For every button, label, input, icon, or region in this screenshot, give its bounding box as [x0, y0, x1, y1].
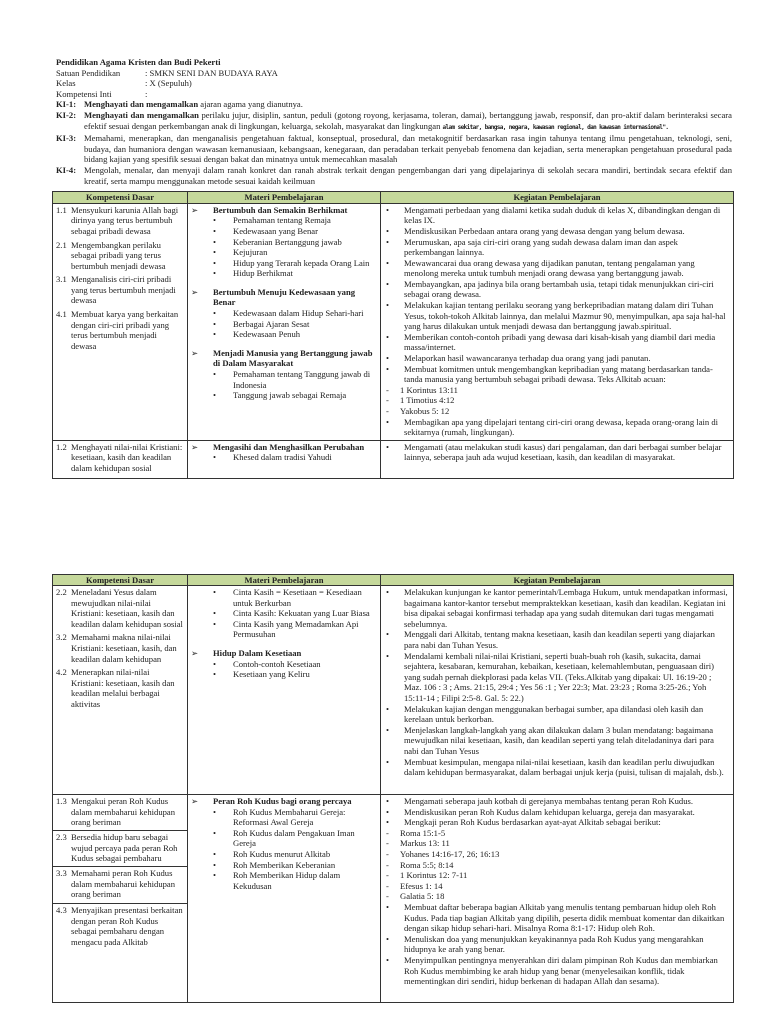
kegiatan-text: Membuat kesimpulan, mengapa nilai-nilai kesetiaan, kasih dan keadilan perlu diwujudkan dalam kehidupan bermasyarakat, dalam berbagai unjuk kerja (puisi, tulisan di majalah, dsb.). — [404, 756, 724, 778]
materi-item — [191, 587, 377, 608]
materi-item-text: Roh Kudus Membaharui Gereja: Reformasi Awal Gereja — [233, 806, 346, 828]
kegiatan-item — [384, 725, 730, 757]
kegiatan-text: Galatia 5: 18 — [400, 891, 445, 902]
materi-title-text: Mengasihi dan Menghasilkan Perubahan — [213, 441, 365, 452]
materi-item-text: Roh Kudus menurut Alkitab — [233, 849, 331, 860]
arrow-bullet-icon: ➢ — [191, 204, 199, 215]
kd-number: 3.3 — [56, 868, 67, 879]
kegiatan-item — [384, 881, 730, 892]
materi-group — [191, 796, 377, 891]
materi-group — [191, 587, 377, 640]
materi-item — [191, 669, 377, 680]
materi-item — [191, 247, 377, 258]
kd-cell — [53, 795, 188, 1003]
meta-label: Kompetensi Inti — [56, 88, 112, 99]
materi-item — [191, 215, 377, 226]
kegiatan-item — [384, 237, 730, 258]
kegiatan-text: Roma 15:1-5 — [400, 827, 446, 838]
kegiatan-item — [384, 934, 730, 955]
table-row — [53, 440, 734, 478]
materi-item — [191, 329, 377, 340]
kd-item — [56, 632, 184, 664]
kd-item — [56, 240, 184, 272]
kegiatan-item — [384, 332, 730, 353]
ki-bold-text: Menghayati dan mengamalkan — [84, 99, 199, 110]
bullet-icon: • — [386, 278, 390, 289]
bullet-icon: • — [213, 849, 217, 860]
ki-body-text: ajaran agama yang dianutnya. — [198, 99, 303, 110]
kd-item — [56, 587, 184, 629]
arrow-bullet-icon: ➢ — [191, 441, 199, 452]
materi-group — [191, 205, 377, 279]
kegiatan-text: Mengamati perbedaan yang dialami ketika sudah duduk di kelas X, dibandingkan dengan di kelas IX. — [404, 204, 721, 226]
ki-text — [84, 133, 732, 165]
meta-value: : SMKN SENI DAN BUDAYA RAYA — [145, 67, 278, 78]
materi-title-text: Bertumbuh dan Semakin Berhikmat — [213, 204, 348, 215]
materi-item-text: Tanggung jawab sebagai Remaja — [233, 390, 347, 401]
kd-item — [56, 309, 184, 351]
materi-item-text: Kedewasaan yang Benar — [233, 225, 318, 236]
column-header: Kompetensi Dasar — [53, 574, 188, 586]
kd-text: Mensyukuri karunia Allah bagi dirinya yang terus bertumbuh sebagai pribadi dewasa — [71, 204, 179, 236]
kd-text: Meneladani Yesus dalam mewujudkan nilai-nilai Kristiani: kesetiaan, kasih dan keadilan dalam kehidupan sosial — [71, 587, 183, 629]
kd-item — [53, 795, 187, 831]
syllabus-table-1 — [52, 191, 734, 478]
bullet-icon: • — [213, 390, 217, 401]
arrow-bullet-icon: ➢ — [191, 648, 199, 659]
table-row — [53, 586, 734, 795]
bullet-icon: • — [386, 331, 390, 342]
materi-item-text: Cinta Kasih = Kesetiaan = Kesediaan untuk Berkurban — [233, 587, 362, 608]
materi-title-text: Peran Roh Kudus bagi orang percaya — [213, 796, 352, 807]
ki-body-text: Mengolah, menalar, dan menyaji dalam ranah konkret dan ranah abstrak terkait dengan pengembangan dari yang dipelajarinya di sekolah secara mandiri, bertindak secara efektif dan kreatif, serta mampu menggunakan metode sesuai kaidah keilmuan — [84, 164, 732, 186]
materi-item — [191, 268, 377, 279]
kegiatan-text: Menjelaskan langkah-langkah yang akan dilakukan dalam 3 bulan mendatang: bagaimana mewujudkan nilai kesetiaan, kasih, dan keadilan seperti yang telah diteladaninya dari para nabi dan Tuhan Yesus — [404, 724, 714, 756]
kd-number: 4.2 — [56, 667, 67, 678]
bullet-icon: • — [213, 618, 217, 629]
kegiatan-text: 1 Korintus 13:11 — [400, 384, 458, 395]
meta-label: Satuan Pendidikan — [56, 67, 121, 78]
materi-group-title — [191, 648, 377, 659]
bullet-icon: • — [386, 300, 390, 311]
document-header — [52, 57, 732, 186]
materi-item — [191, 258, 377, 269]
kegiatan-text: Roma 5:5; 8:14 — [400, 859, 454, 870]
arrow-bullet-icon: ➢ — [191, 796, 199, 807]
materi-group — [191, 442, 377, 463]
kegiatan-item — [384, 817, 730, 828]
kd-text: Bersedia hidup baru sebagai wujud percaya pada peran Roh Kudus sebagai pembaharu — [71, 832, 178, 864]
kegiatan-text: Mendiskusikan Perbedaan antara orang yang dewasa dengan yang belum dewasa. — [404, 225, 685, 236]
materi-item — [191, 619, 377, 640]
bullet-icon: • — [386, 236, 390, 247]
kegiatan-text: Mengkaji peran Roh Kudus berdasarkan ayat-ayat Alkitab sebagai berikut: — [404, 817, 661, 828]
bullet-icon: • — [213, 452, 217, 463]
ki-text — [84, 99, 732, 110]
materi-item-text: Roh Kudus dalam Pengakuan Iman Gereja — [233, 827, 355, 849]
materi-item-text: Cinta Kasih yang Memadamkan Api Permusuhan — [233, 618, 359, 640]
kegiatan-text: Mendiskusikan peran Roh Kudus dalam kehidupan keluarga, gereja dan masyarakat. — [404, 806, 695, 817]
materi-item-text: Pemahaman tentang Remaja — [233, 215, 331, 226]
materi-group-title — [191, 348, 377, 369]
materi-title-text: Hidup Dalam Kesetiaan — [213, 648, 302, 659]
materi-item-text: Berbagai Ajaran Sesat — [233, 318, 310, 329]
kd-text: Memahami peran Roh Kudus dalam membaharui kehidupan orang beriman — [71, 868, 176, 900]
bullet-icon: • — [386, 353, 390, 364]
kegiatan-text: Merumuskan, apa saja ciri-ciri orang yang sudah dewasa dalam iman dan aspek perkembangan lainnya. — [404, 236, 678, 258]
dash-bullet-icon: - — [386, 849, 389, 860]
bullet-icon: • — [386, 587, 390, 598]
bullet-icon: • — [213, 608, 217, 619]
kegiatan-text: Markus 13: 11 — [400, 838, 450, 849]
kegiatan-text: Melakukan kunjungan ke kantor pemerintah/Lembaga Hukum, untuk mendapatkan informasi, bagaimana kantor-kantor tersebut mempraktekkan kesetiaan, kasih dan keadilan. Kegiatan ini bisa dipakai sebagai konfirmasi terhadap apa yang sudah ditemukan dari tugas mengamati sebelumnya. — [404, 587, 728, 629]
ki-label: KI-3: — [56, 133, 77, 144]
kegiatan-item — [384, 300, 730, 332]
ki-bold-text: Menghayati dan mengamalkan — [84, 109, 199, 120]
materi-title-text: Bertumbuh Menuju Kedewasaan yang Benar — [213, 286, 356, 308]
ki-tail-text: alam sekitar, bangsa, negara, kawasan regional, dan kawasan internasional". — [442, 123, 669, 131]
kd-number: 2.3 — [56, 832, 67, 843]
table-header-row — [53, 192, 734, 204]
bullet-icon: • — [213, 268, 217, 279]
ki-label: KI-2: — [56, 109, 77, 120]
kegiatan-text: Mendalami kembali nilai-nilai Kristiani, seperti buah-buah roh (kasih, sukacita, damai sejahtera, kesabaran, kemurahan, kebaikan, kesetiaan, kelemahlembutan, penguasaan diri) yang sudah pernah diekplorasi pada kelas VII. (Teks.Alkitab yang dipakai: Ul. 16:19-20 ; Maz. 106 : 3 ; Ams. 21:15, 29:4 ; Yes 56 :1 ; Yer 22:3; Mat. 23:23 ; Roma 3:25-26.; Yoh 15:11-14 ; Filipi 2:5-8. Gal. 5: 22.) — [404, 650, 714, 704]
materi-item — [191, 226, 377, 237]
bullet-icon: • — [213, 587, 217, 598]
kegiatan-text: Melakukan kajian dengan menggunakan berbagai sumber, apa dilandasi oleh kasih dan kerelaan untuk berkorban. — [404, 703, 704, 725]
kegiatan-text: Melakukan kajian tentang perilaku seorang yang berkepribadian matang dalam diri Tuhan Yesus, tokoh-tokoh Alkitab lainnya, dan melalui Mazmur 90, menyimpulkan, apa saja hal-hal yang harus dilakukan untuk menjadi dewasa dan bertanggung jawab.spiritual. — [404, 300, 726, 332]
dash-bullet-icon: - — [386, 406, 389, 416]
bullet-icon: • — [386, 756, 390, 767]
kegiatan-item — [384, 353, 730, 364]
bullet-icon: • — [386, 629, 390, 640]
ki-row — [56, 99, 732, 110]
document-title: Pendidikan Agama Kristen dan Budi Pekerti — [56, 57, 221, 67]
arrow-bullet-icon: ➢ — [191, 347, 199, 358]
kegiatan-item — [384, 442, 730, 463]
meta-list — [56, 68, 732, 100]
materi-item-text: Kesetiaan yang Keliru — [233, 669, 310, 680]
materi-item-text: Kedewasaan Penuh — [233, 329, 301, 340]
column-header: Materi Pembelajaran — [188, 192, 381, 204]
kegiatan-text: 1 Korintus 12: 7-11 — [400, 870, 468, 881]
bullet-icon: • — [213, 859, 217, 870]
kegiatan-item — [384, 258, 730, 279]
bullet-icon: • — [213, 806, 217, 817]
kd-number: 4.1 — [56, 309, 67, 320]
bullet-icon: • — [386, 806, 390, 817]
column-header: Materi Pembelajaran — [188, 574, 381, 586]
bullet-icon: • — [213, 827, 217, 838]
kegiatan-item — [384, 385, 730, 396]
bullet-icon: • — [386, 955, 390, 965]
ki-label: KI-1: — [56, 99, 77, 110]
meta-value: : X (Sepuluh) — [145, 78, 192, 89]
bullet-icon: • — [213, 247, 217, 258]
kegiatan-item — [384, 395, 730, 406]
kegiatan-item — [384, 587, 730, 629]
kegiatan-item — [384, 205, 730, 226]
materi-cell — [188, 440, 381, 478]
bullet-icon: • — [213, 225, 217, 236]
kd-item — [53, 867, 187, 904]
kd-cell — [53, 203, 188, 440]
bullet-icon: • — [213, 308, 217, 319]
materi-group-title — [191, 796, 377, 807]
ki-row — [56, 133, 732, 165]
kd-text: Mengembangkan perilaku sebagai pribadi yang terus bertumbuh menjadi dewasa — [71, 239, 166, 271]
kegiatan-text: 1 Timotius 4:12 — [400, 395, 455, 406]
kd-item — [56, 442, 184, 474]
materi-title-text: Menjadi Manusia yang Bertanggung jawab di Dalam Masyarakat — [213, 347, 373, 369]
bullet-icon: • — [213, 257, 217, 268]
materi-item — [191, 860, 377, 871]
bullet-icon: • — [386, 257, 390, 268]
kd-item — [56, 274, 184, 306]
syllabus-table-2 — [52, 574, 734, 1004]
materi-item — [191, 390, 377, 401]
ki-text — [84, 165, 732, 186]
ki-row — [56, 110, 732, 133]
ki-label: KI-4: — [56, 164, 77, 175]
bullet-icon: • — [386, 724, 390, 735]
bullet-icon: • — [213, 870, 217, 881]
meta-row — [56, 68, 732, 79]
table-row — [53, 795, 734, 1003]
kd-number: 1.1 — [56, 204, 67, 215]
materi-item — [191, 849, 377, 860]
kd-text: Menganalisis ciri-ciri pribadi yang terus bertumbuh menjadi dewasa — [71, 274, 176, 306]
kegiatan-item — [384, 838, 730, 849]
table-header-row — [53, 574, 734, 586]
materi-item-text: Cinta Kasih: Kekuatan yang Luar Biasa — [233, 608, 370, 619]
materi-item — [191, 369, 377, 390]
meta-label: Kelas — [56, 78, 76, 89]
kegiatan-cell — [381, 440, 734, 478]
kd-text: Memahami makna nilai-nilai Kristiani: kesetiaan, kasih, dan keadilan dalam kehidupan — [71, 632, 177, 664]
kegiatan-text: Melaporkan hasil wawancaranya terhadap dua orang yang jadi panutan. — [404, 353, 651, 364]
kd-text: Menghayati nilai-nilai Kristiani: kesetiaan, kasih dan keadilan dalam kehidupan sosial — [71, 441, 183, 473]
dash-bullet-icon: - — [386, 384, 389, 395]
materi-item — [191, 828, 377, 849]
bullet-icon: • — [213, 658, 217, 669]
ki-text — [84, 110, 732, 133]
kegiatan-item — [384, 651, 730, 704]
kegiatan-item — [384, 226, 730, 237]
kd-item — [53, 831, 187, 867]
kegiatan-text: Membuat daftar beberapa bagian Alkitab yang menulis tentang pembaruan hidup oleh Roh Kudus. Pada tiap bagian Alkitab yang dipilih, peserta didik membuat komentar dan dikaitkan dengan sikap hidup sehari-hari. Misalnya Roma 8:1-17: Hidup oleh Roh. — [404, 902, 725, 934]
kd-text: Menyajikan presentasi berkaitan dengan peran Roh Kudus sebagai pembaharu dengan mengacu pada Alkitab — [71, 905, 183, 947]
ki-body-text: Memahami, menerapkan, dan menganalisis pengetahuan faktual, konseptual, prosedural, dan metakognitif berdasarkan rasa ingin tahunya tentang ilmu pengetahuan, teknologi, seni, budaya, dan humaniora dengan wawasan kemanusiaan, kebangsaan, kenegaraan, dan peradaban terkait penyebab fenomena dan kejadian, serta menerapkan pengetahuan prosedural pada bidang kajian yang spesifik sesuai dengan bakat dan minatnya untuk memecahkan masalah — [84, 133, 732, 165]
kegiatan-text: Yohanes 14:16-17, 26; 16:13 — [400, 849, 500, 860]
kegiatan-item — [384, 364, 730, 385]
kd-text: Membuat karya yang berkaitan dengan ciri-ciri pribadi yang terus bertumbuh menjadi dewasa — [71, 309, 179, 351]
bullet-icon: • — [386, 650, 390, 661]
materi-item-text: Kedewasaan dalam Hidup Sehari-hari — [233, 308, 364, 319]
bullet-icon: • — [386, 204, 390, 215]
materi-cell — [188, 203, 381, 440]
kd-item — [56, 205, 184, 237]
bullet-icon: • — [386, 703, 390, 714]
bullet-icon: • — [213, 236, 217, 247]
materi-item — [191, 237, 377, 248]
materi-item-text: Contoh-contoh Kesetiaan — [233, 658, 321, 669]
dash-bullet-icon: - — [386, 870, 389, 881]
ki-body-text: perilaku jujur, disiplin, santun, peduli (gotong royong, kerjasama, toleran, damai), bertanggung jawab, responsif, dan pro-aktif dalam berinteraksi secara efektif sesuai dengan perkembangan anak di lingkungan, keluarga, sekolah, masyarakat dan lingkungan — [84, 109, 732, 131]
kegiatan-text: Mewawancarai dua orang dewasa yang dijadikan panutan, tentang pengalaman yang menolong mereka untuk tumbuh menjadi orang dewasa yang bertanggung jawab. — [404, 257, 695, 279]
kegiatan-text: Memberikan contoh-contoh pribadi yang dewasa dari kisah-kisah yang diambil dari media massa/internet. — [404, 331, 716, 353]
arrow-bullet-icon: ➢ — [191, 286, 199, 297]
bullet-icon: • — [386, 933, 390, 944]
materi-item-text: Kejujuran — [233, 247, 268, 258]
kd-number: 2.1 — [56, 239, 67, 250]
kegiatan-text: Menuliskan doa yang menunjukkan keyakinannya pada Roh Kudus yang mengarahkan hidupnya ke arah yang benar. — [404, 933, 704, 955]
ki-list — [56, 99, 732, 186]
kegiatan-cell — [381, 795, 734, 1003]
kegiatan-text: Menyimpulkan pentingnya menyerahkan diri dalam pimpinan Roh Kudus dan membiarkan Roh Kudus membimbing ke arah hidup yang benar (menyelesaikan konflik, tidak mementingkan diri sendiri, hidup berkenan di hadapan Allah dan sesama). — [404, 955, 718, 987]
materi-group-title — [191, 205, 377, 216]
materi-item — [191, 308, 377, 319]
materi-cell — [188, 586, 381, 795]
kd-number: 4.3 — [56, 905, 67, 916]
kegiatan-item — [384, 860, 730, 871]
materi-item-text: Khesed dalam tradisi Yahudi — [233, 452, 332, 463]
kd-item — [53, 904, 187, 1002]
table-row — [53, 203, 734, 440]
bullet-icon: • — [386, 441, 390, 452]
kd-number: 1.2 — [56, 441, 67, 452]
kegiatan-item — [384, 757, 730, 778]
bullet-icon: • — [213, 215, 217, 226]
kegiatan-item — [384, 629, 730, 650]
kd-text: Menerapkan nilai-nilai Kristiani: kesetiaan, kasih dan keadilan melalui berbagai aktivitas — [71, 667, 175, 710]
bullet-icon: • — [386, 817, 390, 828]
kegiatan-text: Menggali dari Alkitab, tentang makna kesetiaan, kasih dan keadilan seperti yang diajarkan para nabi dan Tuhan Yesus. — [404, 629, 715, 651]
dash-bullet-icon: - — [386, 838, 389, 849]
kegiatan-item — [384, 828, 730, 839]
kd-cell — [53, 586, 188, 795]
dash-bullet-icon: - — [386, 880, 389, 891]
dash-bullet-icon: - — [386, 827, 389, 838]
materi-item-text: Pemahaman tentang Tanggung jawab di Indonesia — [233, 369, 371, 390]
materi-item-text: Roh Memberikan Keberanian — [233, 859, 336, 870]
dash-bullet-icon: - — [386, 859, 389, 870]
kd-number: 1.3 — [56, 796, 67, 807]
dash-bullet-icon: - — [386, 395, 389, 406]
materi-item — [191, 807, 377, 828]
kegiatan-item — [384, 796, 730, 807]
materi-group-title — [191, 287, 377, 308]
meta-value: : — [145, 88, 148, 99]
column-header: Kegiatan Pembelajaran — [381, 192, 734, 204]
kegiatan-item — [384, 902, 730, 934]
bullet-icon: • — [213, 318, 217, 329]
kd-item — [56, 667, 184, 709]
kegiatan-cell — [381, 586, 734, 795]
bullet-icon: • — [213, 329, 217, 340]
column-header: Kegiatan Pembelajaran — [381, 574, 734, 586]
materi-group — [191, 648, 377, 680]
kegiatan-item — [384, 870, 730, 881]
materi-item-text: Roh Memberikan Hidup dalam Kekudusan — [233, 870, 341, 891]
materi-item-text: Keberanian Bertanggung jawab — [233, 236, 342, 247]
kegiatan-text: Membagikan apa yang dipelajari tentang ciri-ciri orang dewasa, kepada orang-orang lain di sekitarnya (rumah, lingkungan). — [404, 416, 719, 438]
bullet-icon: • — [213, 369, 217, 380]
kegiatan-item — [384, 704, 730, 725]
kd-number: 3.2 — [56, 632, 67, 643]
kegiatan-item — [384, 406, 730, 417]
bullet-icon: • — [386, 416, 390, 427]
kegiatan-item — [384, 279, 730, 300]
materi-item — [191, 870, 377, 891]
column-header: Kompetensi Dasar — [53, 192, 188, 204]
kegiatan-cell — [381, 203, 734, 440]
materi-item — [191, 319, 377, 330]
materi-group — [191, 287, 377, 340]
bullet-icon: • — [386, 902, 390, 913]
materi-item-text: Hidup yang Terarah kepada Orang Lain — [233, 257, 370, 268]
materi-item — [191, 452, 377, 463]
kd-number: 3.1 — [56, 274, 67, 285]
materi-cell — [188, 795, 381, 1003]
bullet-icon: • — [213, 669, 217, 680]
materi-item — [191, 659, 377, 670]
bullet-icon: • — [386, 225, 390, 236]
materi-item — [191, 608, 377, 619]
dash-bullet-icon: - — [386, 891, 389, 902]
ki-row — [56, 165, 732, 186]
kd-number: 2.2 — [56, 587, 67, 598]
kegiatan-text: Mengamati (atau melakukan studi kasus) dari pengalaman, dan dari berbagai sumber belajar lainnya, seberapa jauh ada wujud kesetiaan, kasih, dan keadilan di masyarakat. — [404, 441, 722, 463]
kegiatan-item — [384, 807, 730, 818]
meta-row — [56, 78, 732, 89]
kegiatan-item — [384, 417, 730, 438]
kd-cell — [53, 440, 188, 478]
materi-group — [191, 348, 377, 401]
kd-text: Mengakui peran Roh Kudus dalam membaharui kehidupan orang beriman — [71, 796, 176, 828]
kegiatan-item — [384, 849, 730, 860]
meta-row — [56, 89, 732, 100]
kegiatan-item — [384, 955, 730, 987]
kegiatan-item — [384, 891, 730, 902]
kegiatan-text: Membuat komitmen untuk mengembangkan kepribadian yang matang berdasarkan tanda-tanda manusia yang bertumbuh sebagai pribadi dewasa. Teks Alkitab acuan: — [404, 363, 713, 385]
materi-item-text: Hidup Berhikmat — [233, 268, 293, 279]
kegiatan-text: Yakobus 5: 12 — [400, 406, 450, 416]
bullet-icon: • — [386, 796, 390, 807]
kegiatan-text: Efesus 1: 14 — [400, 880, 443, 891]
materi-group-title — [191, 442, 377, 453]
kegiatan-text: Membayangkan, apa jadinya bila orang bertambah usia, tetapi tidak menunjukkan ciri-ciri sebagai orang dewasa. — [404, 278, 714, 300]
kegiatan-text: Mengamati seberapa jauh kotbah di gerejanya membahas tentang peran Roh Kudus. — [404, 796, 693, 807]
bullet-icon: • — [386, 363, 390, 374]
